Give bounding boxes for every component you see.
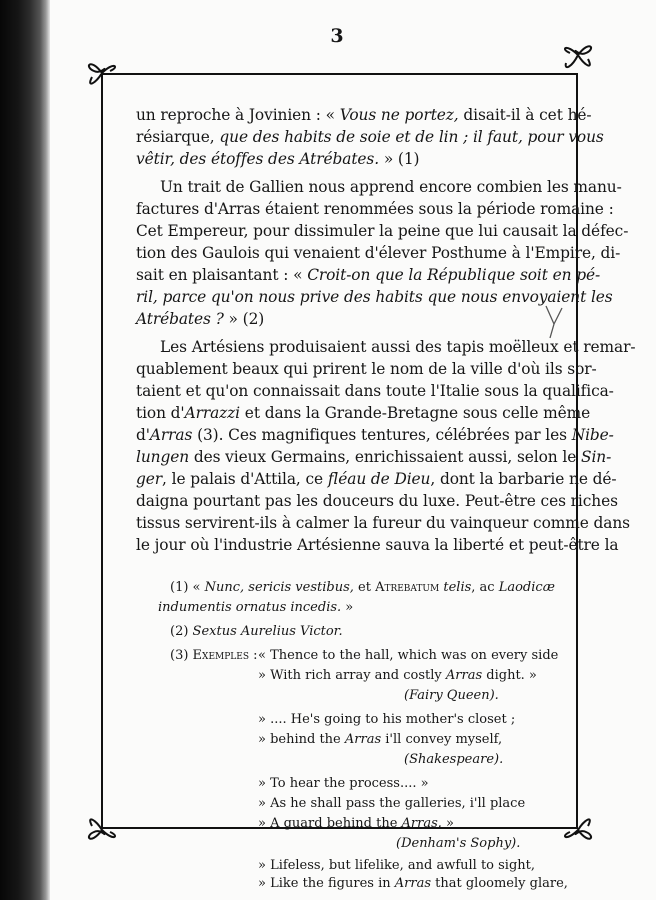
quote-source	[396, 834, 520, 854]
quote-source	[404, 750, 503, 770]
quote-line	[258, 874, 568, 894]
body-line	[136, 424, 614, 446]
italic-run: Arrazzi	[184, 404, 241, 422]
text-run: Un trait de Gallien nous apprend encore combien les manu-	[160, 178, 622, 196]
body-line	[136, 104, 592, 126]
italic-run: Nunc, sericis vestibus,	[204, 580, 354, 595]
footnote-3-label	[170, 646, 258, 666]
text-run: » Like the figures in	[258, 876, 395, 891]
italic-run: Arras	[445, 668, 483, 683]
text-run: i'll convey myself,	[381, 732, 503, 747]
text-run: et	[353, 580, 376, 595]
text-run: daigna pourtant pas les douceurs du luxe. Peut-être ces riches	[136, 492, 618, 510]
quote-line	[258, 814, 454, 834]
body-line	[136, 402, 591, 424]
text-run: le jour où l'industrie Artésienne sauva la liberté et peut-être la	[136, 536, 619, 554]
text-run: tion des Gaulois qui venaient d'élever Posthume à l'Empire, di-	[136, 244, 621, 262]
footnote-2	[170, 622, 343, 642]
body-line	[136, 242, 621, 264]
body-line	[136, 446, 612, 468]
italic-run: ger	[136, 470, 163, 488]
text-run: Atrebatum	[375, 580, 440, 595]
text-run: « Thence to the hall, which was on every side	[258, 648, 559, 663]
text-run: , ac	[471, 580, 499, 595]
page-number: 3	[330, 25, 344, 47]
body-line	[160, 176, 622, 198]
body-line	[136, 534, 619, 556]
text-run: Exemples	[192, 648, 249, 663]
corner-ornament-top-right	[558, 35, 598, 75]
italic-run: lungen	[136, 448, 190, 466]
text-run: Cet Empereur, pour dissimuler la peine que lui causait la défec-	[136, 222, 629, 240]
text-run: des vieux Germains, enrichissaient aussi, selon le	[189, 448, 581, 466]
text-run: résiarque,	[136, 128, 220, 146]
text-run: disait-il à cet hé-	[458, 106, 592, 124]
text-run: sait en plaisantant : «	[136, 266, 308, 284]
text-run: » .... He's going to his mother's closet ;	[258, 712, 516, 727]
italic-run: Sin-	[581, 448, 612, 466]
italic-run: Arras.	[401, 816, 442, 831]
italic-run: (Fairy Queen).	[404, 688, 499, 703]
italic-run: (Denham's Sophy).	[396, 836, 521, 851]
body-line	[136, 148, 419, 170]
text-run: tissus servirent-ils à calmer la fureur du vainqueur comme dans	[136, 514, 630, 532]
italic-run: Laodicæ	[498, 580, 555, 595]
text-run: tion d'	[136, 404, 185, 422]
text-run: » A guard behind the	[258, 816, 402, 831]
footnote-1	[170, 578, 555, 598]
quote-line	[258, 856, 535, 876]
quote-line	[258, 666, 537, 686]
italic-run: que des habits de soie et de lin ; il faut, pour vous	[219, 128, 604, 146]
text-run: , le palais d'Attila, ce	[162, 470, 328, 488]
italic-run: Arras	[149, 426, 193, 444]
text-run: dight. »	[482, 668, 537, 683]
corner-ornament-top-left	[82, 53, 122, 93]
body-line	[136, 286, 613, 308]
body-line	[136, 220, 629, 242]
italic-run: ril, parce qu'on nous prive des habits que nous envoyaient les	[136, 288, 613, 306]
text-run: et dans la Grande-Bretagne sous celle même	[240, 404, 591, 422]
corner-ornament-bottom-left	[82, 810, 122, 850]
text-run: »	[441, 816, 454, 831]
text-run: , dont la barbarie ne dé-	[430, 470, 617, 488]
italic-run: Croit-on que la République soit en pé-	[307, 266, 601, 284]
text-run: un reproche à Jovinien : «	[136, 106, 340, 124]
text-run: (2)	[170, 624, 193, 639]
italic-run: (Shakespeare).	[404, 752, 504, 767]
text-run: (3). Ces magnifiques tentures, célébrées par les	[192, 426, 572, 444]
quote-line	[258, 774, 429, 794]
corner-ornament-bottom-right	[558, 810, 598, 850]
text-run: that gloomely glare,	[431, 876, 568, 891]
quote-line	[258, 646, 558, 666]
text-run: Les Artésiens produisaient aussi des tapis moëlleux et remar-	[160, 338, 636, 356]
italic-run: Arras	[344, 732, 382, 747]
footnote-1-cont	[158, 598, 353, 618]
italic-run: Nibe-	[571, 426, 614, 444]
italic-run: Arras	[394, 876, 431, 891]
text-run: » behind the	[258, 732, 345, 747]
text-run: » Lifeless, but lifelike, and awfull to sight,	[258, 858, 536, 873]
italic-run: telis	[439, 580, 472, 595]
body-line	[160, 336, 636, 358]
italic-run: Vous ne portez,	[339, 106, 459, 124]
italic-run: fléau de Dieu	[327, 470, 431, 488]
body-line	[136, 126, 604, 148]
italic-run: Sextus Aurelius Victor.	[192, 624, 343, 639]
body-line	[136, 468, 617, 490]
text-run: d'	[136, 426, 150, 444]
text-run: »	[341, 600, 354, 615]
text-run: (1) «	[170, 580, 205, 595]
body-line	[136, 490, 618, 512]
body-line	[136, 380, 614, 402]
handwritten-margin-mark	[540, 302, 570, 342]
text-run: » To hear the process.... »	[258, 776, 429, 791]
body-line	[136, 358, 597, 380]
italic-run: indumentis ornatus incedis.	[158, 600, 342, 615]
quote-line	[258, 730, 502, 750]
text-run: (3)	[170, 648, 193, 663]
body-line	[136, 264, 601, 286]
text-run: :	[249, 648, 258, 663]
body-line	[136, 198, 614, 220]
text-run: » (2)	[223, 310, 265, 328]
text-run: » As he shall pass the galleries, i'll place	[258, 796, 526, 811]
body-line	[136, 512, 630, 534]
text-run: factures d'Arras étaient renommées sous la période romaine :	[136, 200, 614, 218]
book-spine-shadow	[0, 0, 50, 900]
quote-line	[258, 794, 525, 814]
text-run: » With rich array and costly	[258, 668, 446, 683]
text-run: » (1)	[379, 150, 420, 168]
text-run: taient et qu'on connaissait dans toute l'Italie sous la qualifica-	[136, 382, 614, 400]
italic-run: vêtir, des étoffes des Atrébates.	[136, 150, 380, 168]
italic-run: Atrébates ?	[136, 310, 224, 328]
quote-line	[258, 710, 515, 730]
body-line	[136, 308, 264, 330]
text-run: quablement beaux qui prirent le nom de la ville d'où ils sor-	[136, 360, 597, 378]
quote-source	[404, 686, 499, 706]
